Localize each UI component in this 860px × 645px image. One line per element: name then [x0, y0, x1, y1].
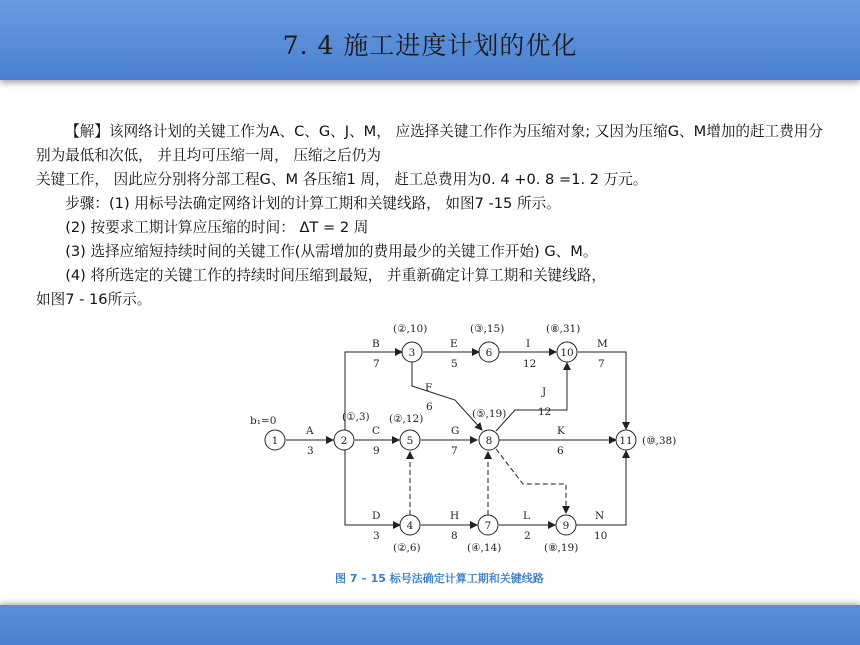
node-number: 7 [484, 520, 492, 532]
node-number: 6 [485, 347, 493, 359]
node-label: (③,15) [470, 323, 505, 335]
node-label: (⑧,19) [544, 542, 579, 554]
solution-text [36, 120, 836, 312]
activity-duration: 7 [451, 445, 458, 457]
dummy-8-9 [496, 449, 566, 513]
node-label: (②,10) [393, 323, 428, 335]
node-label: (⑧,31) [546, 323, 581, 335]
node-number: 10 [560, 347, 574, 359]
activity-name: C [372, 425, 381, 437]
node-number: 11 [619, 435, 633, 447]
start-label: b₁=0 [250, 415, 277, 427]
activity-name: I [526, 338, 531, 350]
node-number: 4 [406, 520, 414, 532]
node-label: (⑩,38) [642, 435, 677, 447]
activity-name: E [450, 338, 458, 350]
activity-duration: 10 [594, 530, 608, 542]
activity-duration: 9 [373, 445, 380, 457]
node-label: (②,12) [389, 413, 424, 425]
activity-name: H [450, 510, 460, 522]
node-number: 9 [562, 520, 570, 532]
paragraph-step-4-cont: 如图7 - 16所示。 [36, 291, 152, 308]
node-label: (②,6) [393, 542, 421, 554]
node-label: (⑤,19) [472, 408, 507, 420]
activity-duration: 8 [451, 530, 458, 542]
activity-duration: 3 [373, 530, 380, 542]
activity-duration: 2 [524, 530, 531, 542]
activity-name: G [451, 425, 460, 437]
slide-title: 7. 4 施工进度计划的优化 [282, 31, 578, 60]
paragraph-solution-cont: 关键工作， 因此应分别将分部工程G、M 各压缩1 周， 赶工总费用为0. 4 +0. 8 =1. 2 万元。 [36, 171, 648, 188]
activity-duration: 6 [426, 401, 433, 413]
activity-duration: 6 [557, 445, 564, 457]
network-diagram [245, 318, 677, 598]
node-number: 8 [485, 435, 493, 447]
node-number: 1 [271, 435, 279, 447]
activity-name: L [523, 510, 530, 522]
activity-name: D [372, 510, 381, 522]
paragraph-step-4: (4) 将所选定的关键工作的持续时间压缩到最短， 并重新确定计算工期和关键线路， [65, 267, 606, 284]
activity-duration: 3 [307, 445, 314, 457]
figure-caption: 图 7 – 15 标号法确定计算工期和关键线路 [335, 572, 544, 585]
node-number: 2 [340, 435, 348, 447]
node-number: 5 [406, 435, 414, 447]
activity-name: B [372, 338, 380, 350]
node-label: (①,3) [342, 411, 370, 423]
paragraph-step-2: (2) 按要求工期计算应压缩的时间： ΔT = 2 周 [65, 219, 369, 236]
activity-name: K [557, 425, 565, 437]
paragraph-solution: 【解】该网络计划的关键工作为A、C、G、J、M， 应选择关键工作作为压缩对象; 又因为压缩G、M增加的赶工费用分别为最低和次低， 并且均可压缩一周， 压缩之后仍为 [36, 123, 823, 164]
node-label: (④,14) [467, 542, 502, 554]
paragraph-step-1: 步骤：(1) 用标号法确定网络计划的计算工期和关键线路， 如图7 -15 所示。 [65, 195, 561, 212]
activity-name: J [542, 386, 547, 398]
activity-duration: 5 [451, 358, 458, 370]
activity-name: M [597, 338, 608, 350]
activity-duration: 12 [523, 358, 537, 370]
activity-name: F [425, 382, 433, 394]
title-bar [0, 0, 860, 80]
activity-duration: 7 [598, 358, 605, 370]
activity-duration: 12 [538, 406, 552, 418]
node-number: 3 [408, 347, 416, 359]
activity-duration: 7 [373, 358, 380, 370]
paragraph-step-3: (3) 选择应缩短持续时间的关键工作(从需增加的费用最少的关键工作开始) G、M。 [65, 243, 598, 260]
activity-name: N [595, 510, 605, 522]
arrow-J [496, 363, 567, 431]
footer-bar [0, 605, 860, 645]
activity-name: A [306, 425, 314, 437]
